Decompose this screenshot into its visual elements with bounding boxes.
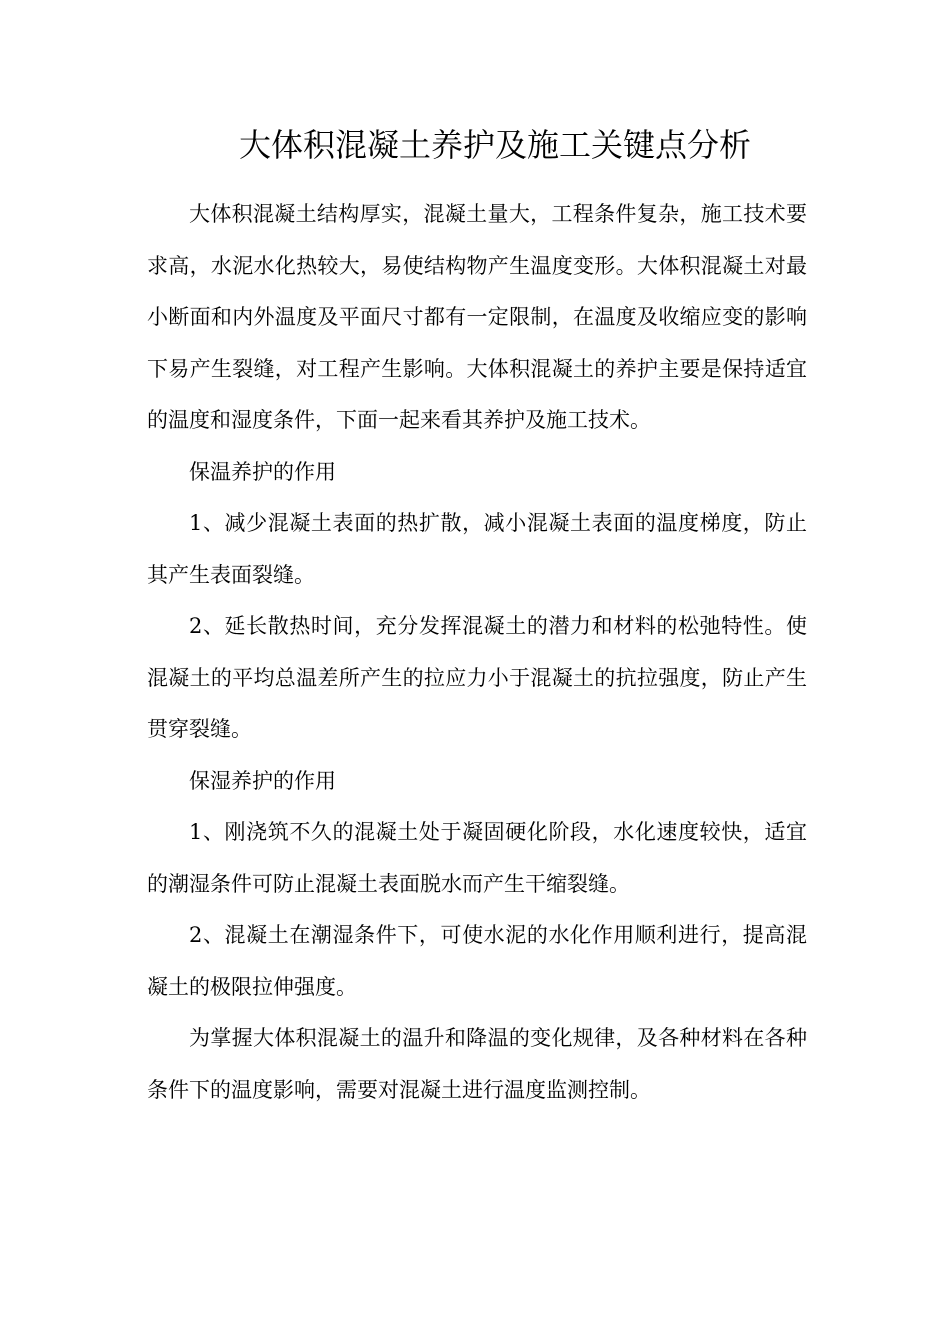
paragraph-intro: 大体积混凝土结构厚实，混凝土量大，工程条件复杂，施工技术要求高，水泥水化热较大，易使结构物产生温度变形。大体积混凝土对最小断面和内外温度及平面尺寸都有一定限制，在温度及收缩应变的影响下易产生裂缝，对工程产生影响。大体积混凝土的养护主要是保持适宜的温度和湿度条件，下面一起来看其养护及施工技术。	[147, 202, 807, 432]
section-heading-moisture: 保湿养护的作用	[189, 768, 336, 793]
section-heading-insulation: 保温养护的作用	[189, 459, 336, 484]
document-title: 大体积混凝土养护及施工关键点分析	[238, 126, 751, 164]
paragraph-moisture-point-1: 1、刚浇筑不久的混凝土处于凝固硬化阶段，水化速度较快，适宜的潮湿条件可防止混凝土表面脱水而产生干缩裂缝。	[147, 820, 807, 896]
paragraph-insulation-point-1: 1、减少混凝土表面的热扩散，减小混凝土表面的温度梯度，防止其产生表面裂缝。	[147, 511, 807, 587]
document-body	[147, 189, 807, 1116]
paragraph-moisture-point-2: 2、混凝土在潮湿条件下，可使水泥的水化作用顺利进行，提高混凝土的极限拉伸强度。	[147, 923, 807, 999]
paragraph-insulation-point-2: 2、延长散热时间，充分发挥混凝土的潜力和材料的松弛特性。使混凝土的平均总温差所产生的拉应力小于混凝土的抗拉强度，防止产生贯穿裂缝。	[147, 614, 807, 741]
paragraph-monitoring: 为掌握大体积混凝土的温升和降温的变化规律，及各种材料在各种条件下的温度影响，需要对混凝土进行温度监测控制。	[147, 1026, 807, 1102]
